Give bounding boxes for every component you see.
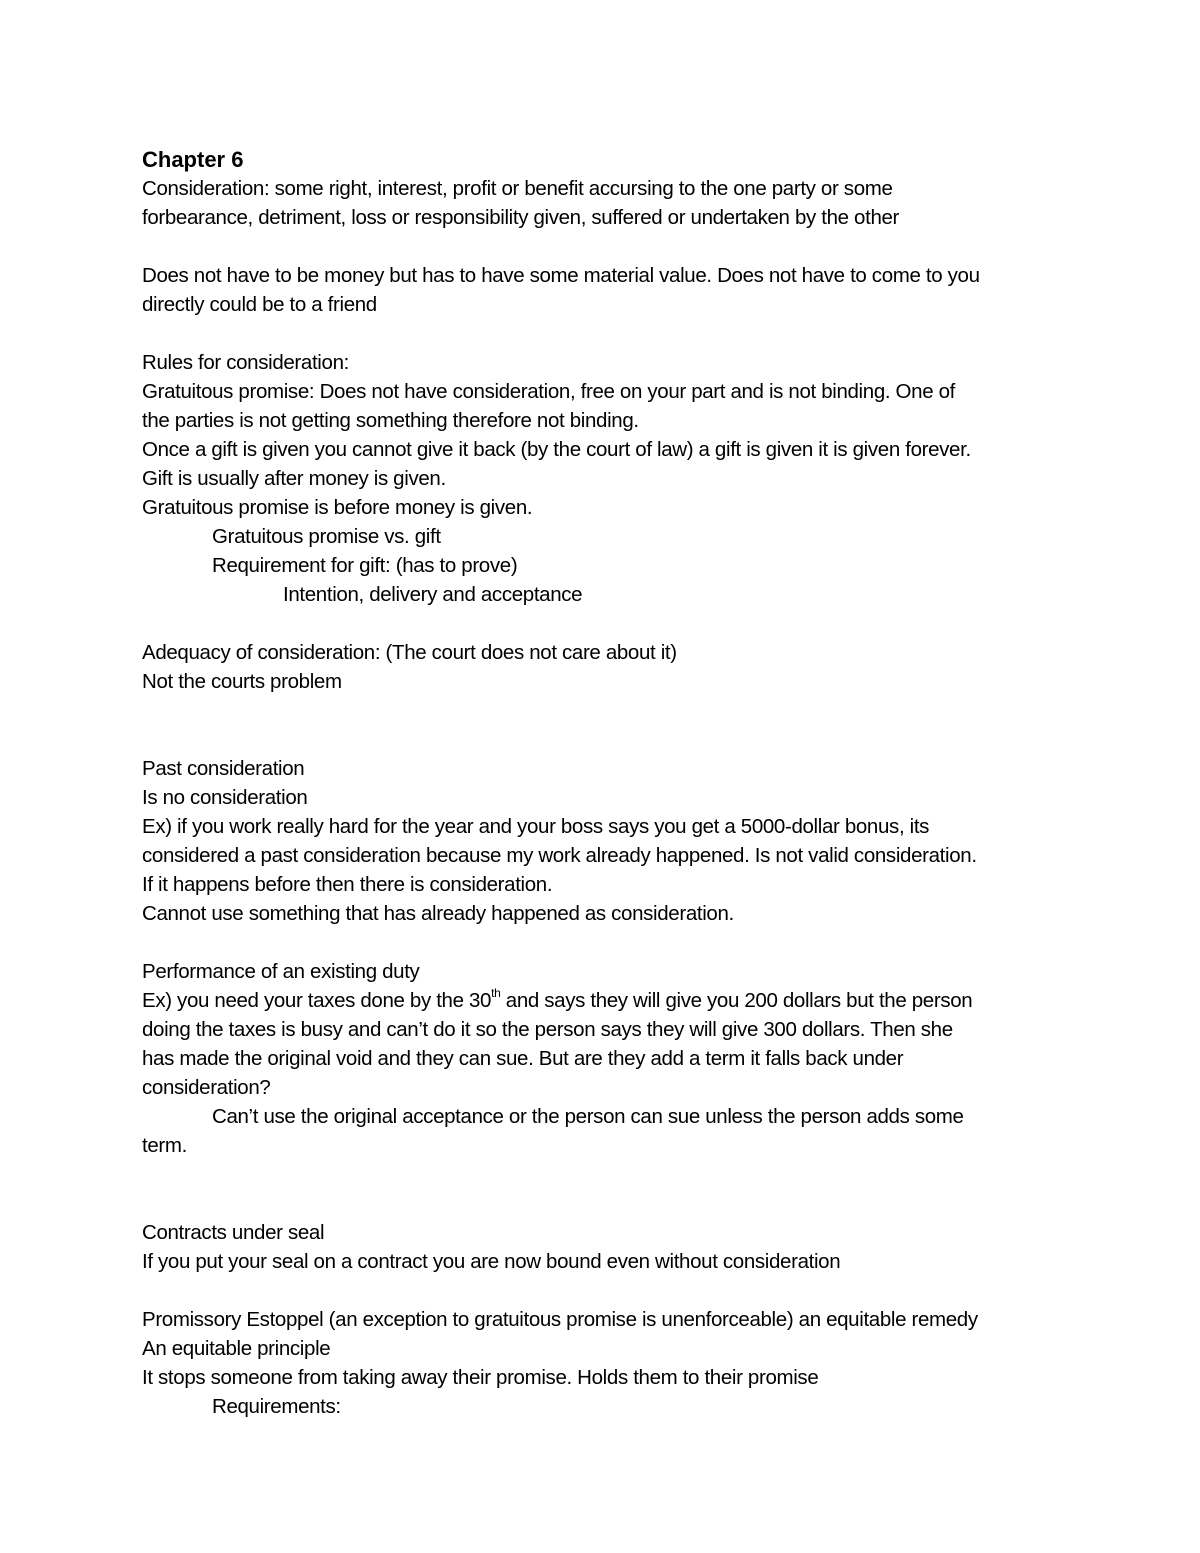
seal-line: If you put your seal on a contract you are now bound even without consideration	[142, 1250, 841, 1273]
rules-line: Once a gift is given you cannot give it back (by the court of law) a gift is given it is given forever.	[142, 438, 971, 461]
existing-duty-text: and says they will give you 200 dollars but the person	[500, 989, 973, 1012]
existing-duty-heading: Performance of an existing duty	[142, 960, 420, 983]
estoppel-requirements: Requirements:	[212, 1395, 341, 1418]
rules-heading: Rules for consideration:	[142, 351, 349, 374]
adequacy-heading: Adequacy of consideration: (The court does not care about it)	[142, 641, 677, 664]
spacer	[142, 1189, 1072, 1218]
material-value-line: Does not have to be money but has to have some material value. Does not have to come to you	[142, 264, 980, 287]
spacer	[142, 1276, 1072, 1305]
past-consideration-line: considered a past consideration because my work already happened. Is not valid consideration.	[142, 844, 977, 867]
existing-duty-line: has made the original void and they can sue. But are they add a term it falls back under	[142, 1047, 904, 1070]
existing-duty-text: Ex) you need your taxes done by the 30	[142, 989, 492, 1012]
existing-duty-line: term.	[142, 1134, 187, 1157]
rules-subsubitem: Intention, delivery and acceptance	[283, 583, 583, 606]
document-page	[142, 145, 1072, 1421]
rules-line: the parties is not getting something therefore not binding.	[142, 409, 639, 432]
existing-duty-line: doing the taxes is busy and can’t do it so the person says they will give 300 dollars. Then she	[142, 1018, 953, 1041]
past-consideration-line: Is no consideration	[142, 786, 308, 809]
rules-line: Gratuitous promise: Does not have consideration, free on your part and is not binding. One of	[142, 380, 955, 403]
spacer	[142, 1160, 1072, 1189]
rules-line: Gift is usually after money is given.	[142, 467, 446, 490]
estoppel-line: An equitable principle	[142, 1337, 331, 1360]
material-value-line: directly could be to a friend	[142, 293, 377, 316]
page-title: Chapter 6	[142, 147, 244, 172]
rules-line: Gratuitous promise is before money is given.	[142, 496, 533, 519]
consideration-definition-line: forbearance, detriment, loss or responsibility given, suffered or undertaken by the other	[142, 206, 900, 229]
spacer	[142, 609, 1072, 638]
seal-heading: Contracts under seal	[142, 1221, 325, 1244]
existing-duty-line: consideration?	[142, 1076, 271, 1099]
spacer	[142, 232, 1072, 261]
ordinal-suffix: th	[491, 986, 501, 1001]
past-consideration-line: Cannot use something that has already happened as consideration.	[142, 902, 734, 925]
estoppel-line: It stops someone from taking away their promise. Holds them to their promise	[142, 1366, 819, 1389]
rules-subitem: Requirement for gift: (has to prove)	[212, 554, 518, 577]
rules-subitem: Gratuitous promise vs. gift	[212, 525, 441, 548]
spacer	[142, 696, 1072, 725]
adequacy-line: Not the courts problem	[142, 670, 342, 693]
past-consideration-line: Ex) if you work really hard for the year and your boss says you get a 5000-dollar bonus, its	[142, 815, 930, 838]
existing-duty-line	[142, 986, 1072, 1015]
consideration-definition-line: Consideration: some right, interest, profit or benefit accursing to the one party or some	[142, 177, 893, 200]
existing-duty-line: Can’t use the original acceptance or the person can sue unless the person adds some	[212, 1105, 964, 1128]
past-consideration-heading: Past consideration	[142, 757, 305, 780]
spacer	[142, 725, 1072, 754]
spacer	[142, 928, 1072, 957]
past-consideration-line: If it happens before then there is consideration.	[142, 873, 553, 896]
spacer	[142, 319, 1072, 348]
estoppel-heading: Promissory Estoppel (an exception to gratuitous promise is unenforceable) an equitable remedy	[142, 1308, 978, 1331]
